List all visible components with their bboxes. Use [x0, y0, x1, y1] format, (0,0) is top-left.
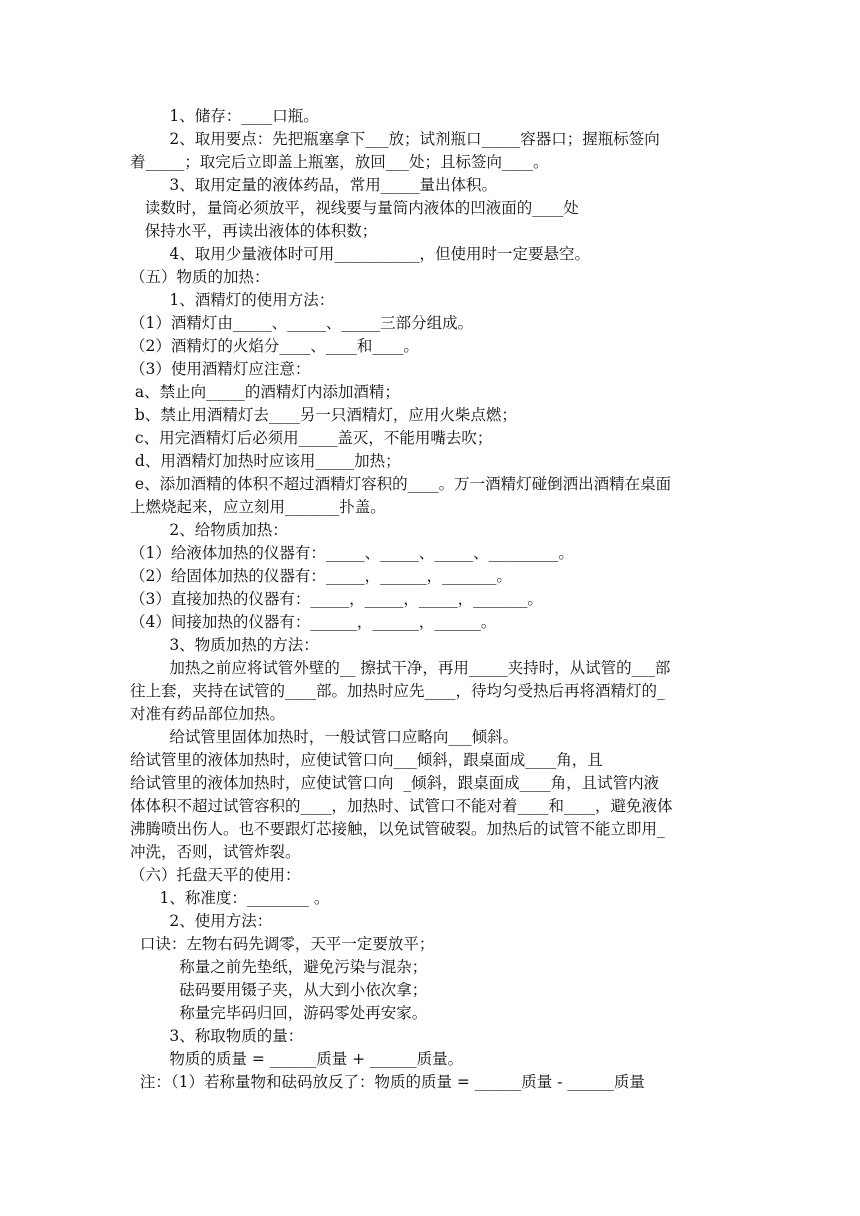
text-line: （4）间接加热的仪器有：______，______，______。	[130, 613, 497, 631]
text-line: （1）酒精灯由_____、_____、_____三部分组成。	[130, 314, 474, 332]
text-line: 给试管里的液体加热时，应使试管口向 _倾斜，跟桌面成____角，且试管内液	[130, 774, 660, 792]
text-line: 3、称取物质的量：	[130, 1027, 304, 1045]
text-line: 1、储存：____口瓶。	[130, 107, 319, 125]
text-line: 2、使用方法：	[130, 912, 273, 930]
text-line: b、禁止用酒精灯去____另一只酒精灯，应用火柴点燃；	[130, 406, 517, 424]
section-heading: （六）托盘天平的使用：	[130, 866, 301, 884]
mnemonic-line: 称量之前先垫纸，避免污染与混杂；	[130, 958, 428, 976]
text-line: 对准有药品部位加热。	[130, 705, 286, 723]
text-line: 沸腾喷出伤人。也不要跟灯芯接触，以免试管破裂。加热后的试管不能立即用_	[130, 820, 665, 838]
text-line: （2）给固体加热的仪器有：_____，______，_______。	[130, 567, 512, 585]
section-heading: （五）物质的加热：	[130, 268, 270, 286]
text-line: （1）给液体加热的仪器有：_____、_____、_____、_________。	[130, 544, 574, 562]
text-line: 4、取用少量液体时可用___________，但使用时一定要悬空。	[130, 245, 591, 263]
text-line: （2）酒精灯的火焰分____、____和____。	[130, 337, 419, 355]
text-line: 3、取用定量的液体药品，常用_____量出体积。	[130, 176, 498, 194]
mnemonic-line: 称量完毕码归回，游码零处再安家。	[130, 1004, 428, 1022]
text-line: 保持水平，再读出液体的体积数；	[130, 222, 378, 240]
mnemonic-line: 砝码要用镊子夹，从大到小依次拿；	[130, 981, 428, 999]
text-line: 上燃烧起来，应立刻用_______扑盖。	[130, 498, 386, 516]
text-line: 给试管里的液体加热时，应使试管口向___倾斜，跟桌面成____角，且	[130, 751, 603, 769]
text-line: 1、酒精灯的使用方法：	[130, 291, 335, 309]
text-line: 冲洗，否则，试管炸裂。	[130, 843, 301, 861]
text-line: 往上套，夹持在试管的____部。加热时应先____，待均匀受热后再将酒精灯的_	[130, 682, 665, 700]
text-line: d、用酒精灯加热时应该用_____加热；	[130, 452, 401, 470]
text-line: 读数时，量筒必须放平，视线要与量筒内液体的凹液面的____处	[130, 199, 579, 217]
text-line: 注：（1）若称量物和砝码放反了：物质的质量 = ______质量 - ______质量	[130, 1073, 645, 1091]
mnemonic-line: 口诀：左物右码先调零，天平一定要放平；	[130, 935, 435, 953]
text-line: 2、给物质加热：	[130, 521, 288, 539]
text-line: c、用完酒精灯后必须用_____盖灭，不能用嘴去吹；	[130, 429, 493, 447]
text-line: 加热之前应将试管外壁的__ 擦拭干净，再用_____夹持时，从试管的___部	[130, 659, 671, 677]
text-line: 着_____；取完后立即盖上瓶塞，放回___处；且标签向____。	[130, 153, 549, 171]
text-line: （3）直接加热的仪器有：_____，_____，_____，_______。	[130, 590, 543, 608]
text-line: 1、称准度：________ 。	[130, 889, 330, 907]
text-line: （3）使用酒精灯应注意：	[130, 360, 311, 378]
text-line: 物质的质量 = ______质量 + ______质量。	[130, 1050, 464, 1068]
text-line: e、添加酒精的体积不超过酒精灯容积的____。万一酒精灯碰倒洒出酒精在桌面	[130, 475, 672, 493]
text-line: a、禁止向_____的酒精灯内添加酒精；	[130, 383, 400, 401]
text-line: 体体积不超过试管容积的____，加热时、试管口不能对着____和____，避免液体	[130, 797, 673, 815]
text-line: 给试管里固体加热时，一般试管口应略向___倾斜。	[130, 728, 519, 746]
text-line: 2、取用要点：先把瓶塞拿下___放；试剂瓶口_____容器口；握瓶标签向	[130, 130, 660, 148]
text-line: 3、物质加热的方法：	[130, 636, 319, 654]
